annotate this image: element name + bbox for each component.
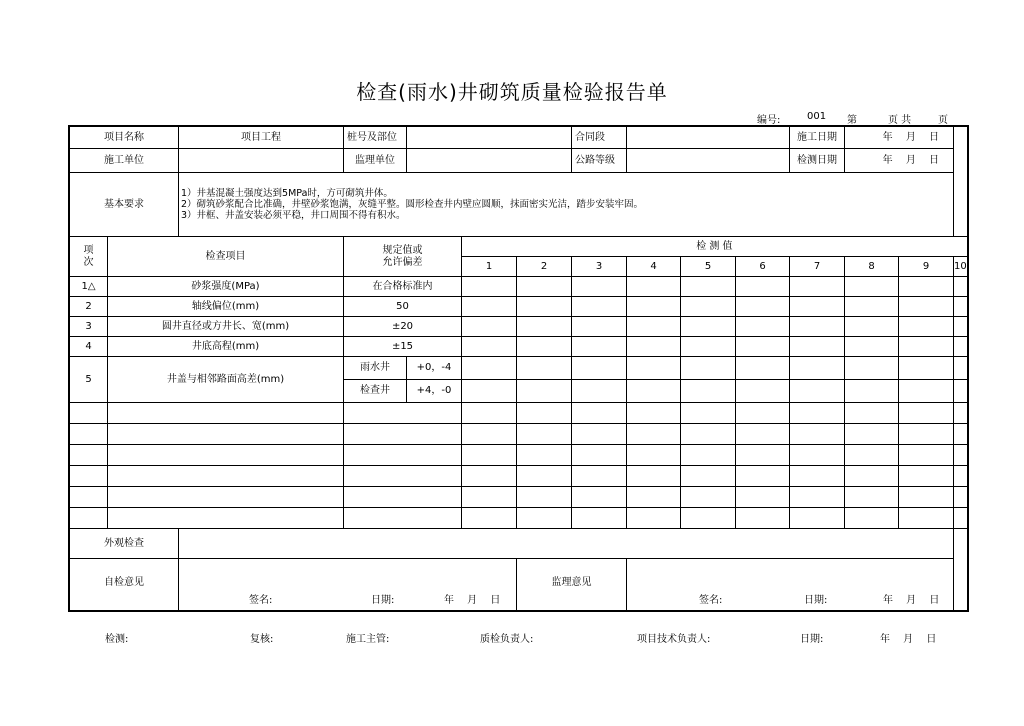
value-cell[interactable]: [736, 297, 790, 317]
value-cell[interactable]: [517, 424, 572, 445]
value-cell[interactable]: [736, 424, 790, 445]
value-cell[interactable]: [790, 508, 845, 529]
value-cell[interactable]: [845, 466, 899, 487]
item-name: 井盖与相邻路面高差(mm): [108, 357, 344, 403]
value-cell[interactable]: [790, 277, 845, 297]
value-cell[interactable]: [572, 380, 627, 403]
value-cell[interactable]: [627, 317, 681, 337]
value-cell[interactable]: [954, 357, 968, 380]
contract-value[interactable]: [627, 127, 790, 149]
value-cell[interactable]: [845, 445, 899, 466]
value-cell[interactable]: [845, 357, 899, 380]
value-cell[interactable]: [572, 317, 627, 337]
footer-date-ymd: 年 月 日: [880, 634, 937, 645]
supervision-unit-label: 监理单位: [344, 149, 407, 173]
value-cell[interactable]: [462, 403, 517, 424]
page-label-3: 页: [938, 115, 948, 126]
value-cell[interactable]: [627, 424, 681, 445]
value-cell[interactable]: [681, 445, 736, 466]
value-cell[interactable]: [899, 403, 954, 424]
self-check-label: [70, 559, 179, 611]
measure-col-10: 10: [954, 257, 968, 277]
table-row: [70, 317, 968, 337]
value-cell[interactable]: [517, 508, 572, 529]
value-cell[interactable]: [736, 277, 790, 297]
value-cell[interactable]: [790, 317, 845, 337]
item-spec: 在合格标准内: [344, 277, 462, 297]
value-cell[interactable]: [572, 508, 627, 529]
value-cell[interactable]: [790, 357, 845, 380]
value-cell[interactable]: [627, 403, 681, 424]
empty-cell[interactable]: [108, 466, 344, 487]
measure-col-5: 5: [681, 257, 736, 277]
supervision-sign-label: 签名:: [699, 595, 723, 606]
measure-col-4: 4: [627, 257, 681, 277]
value-cell[interactable]: [899, 487, 954, 508]
value-cell[interactable]: [627, 297, 681, 317]
empty-cell[interactable]: [70, 466, 108, 487]
doc-number-label: 编号:: [757, 115, 781, 126]
value-cell[interactable]: [572, 357, 627, 380]
value-cell[interactable]: [899, 357, 954, 380]
measure-col-1: 1: [462, 257, 517, 277]
value-cell[interactable]: [572, 424, 627, 445]
empty-row: [70, 487, 968, 508]
value-cell[interactable]: [845, 317, 899, 337]
value-cell[interactable]: [845, 508, 899, 529]
value-cell[interactable]: [517, 357, 572, 380]
footer-site-manager: 施工主管:: [346, 634, 390, 645]
appearance-value[interactable]: [179, 529, 954, 559]
page-title: 检查(雨水)井砌筑质量检验报告单: [356, 80, 668, 104]
empty-row: [70, 445, 968, 466]
value-cell[interactable]: [517, 445, 572, 466]
value-cell[interactable]: [954, 424, 968, 445]
supervision-opinion-label: [517, 559, 627, 611]
value-cell[interactable]: [736, 380, 790, 403]
value-cell[interactable]: [462, 297, 517, 317]
value-cell[interactable]: [899, 297, 954, 317]
value-cell[interactable]: [736, 466, 790, 487]
value-cell[interactable]: [681, 487, 736, 508]
item-name: 圆井直径或方井长、宽(mm): [108, 317, 344, 337]
road-grade-value[interactable]: [627, 149, 790, 173]
item-spec: ±20: [344, 317, 462, 337]
item-subtype: 雨水井: [344, 357, 407, 380]
value-cell[interactable]: [736, 508, 790, 529]
empty-cell[interactable]: [344, 508, 462, 529]
item-no: 3: [70, 317, 108, 337]
item-spec: +0，-4: [407, 357, 462, 380]
footer-tech-lead: 项目技术负责人:: [637, 634, 711, 645]
value-cell[interactable]: [681, 380, 736, 403]
value-cell[interactable]: [627, 487, 681, 508]
value-cell[interactable]: [790, 424, 845, 445]
value-cell[interactable]: [954, 337, 968, 357]
supervision-date-label: 日期:: [804, 595, 828, 606]
empty-cell[interactable]: [108, 403, 344, 424]
empty-cell[interactable]: [70, 424, 108, 445]
appearance-label: 外观检查: [70, 529, 179, 559]
value-cell[interactable]: [954, 297, 968, 317]
value-cell[interactable]: [736, 337, 790, 357]
item-spec: ±15: [344, 337, 462, 357]
footer-date-label: 日期:: [800, 634, 824, 645]
construction-unit-label: 施工单位: [70, 149, 179, 173]
value-cell[interactable]: [572, 277, 627, 297]
inspection-date-label: 检测日期: [790, 149, 845, 173]
empty-cell[interactable]: [344, 445, 462, 466]
road-grade-label: 公路等级: [572, 149, 627, 173]
empty-row: [70, 403, 968, 424]
empty-cell[interactable]: [108, 508, 344, 529]
station-value[interactable]: [407, 127, 572, 149]
requirement-line: 3）井框、井盖安装必须平稳，井口周围不得有积水。: [181, 210, 406, 221]
value-cell[interactable]: [681, 403, 736, 424]
empty-cell[interactable]: [344, 487, 462, 508]
empty-cell[interactable]: [108, 445, 344, 466]
value-cell[interactable]: [736, 403, 790, 424]
item-no-header: 项 次: [70, 237, 108, 277]
value-cell[interactable]: [462, 357, 517, 380]
value-cell[interactable]: [899, 277, 954, 297]
measured-values-header: 检 测 值: [462, 237, 968, 257]
value-cell[interactable]: [954, 508, 968, 529]
empty-cell[interactable]: [344, 403, 462, 424]
item-name: 井底高程(mm): [108, 337, 344, 357]
self-check-opinion[interactable]: [179, 559, 517, 611]
value-cell[interactable]: [462, 466, 517, 487]
inspection-form-table: [69, 126, 968, 611]
measure-col-6: 6: [736, 257, 790, 277]
value-cell[interactable]: [681, 466, 736, 487]
value-cell[interactable]: [462, 424, 517, 445]
value-cell[interactable]: [899, 508, 954, 529]
value-cell[interactable]: [627, 466, 681, 487]
value-cell[interactable]: [954, 317, 968, 337]
page-label-1: 第: [847, 115, 857, 126]
value-cell[interactable]: [790, 466, 845, 487]
value-cell[interactable]: [681, 277, 736, 297]
value-cell[interactable]: [572, 337, 627, 357]
item-spec: 50: [344, 297, 462, 317]
table-row: [70, 297, 968, 317]
value-cell[interactable]: [954, 487, 968, 508]
allowed-deviation-header: 规定值或 允许偏差: [344, 237, 462, 277]
measure-col-7: 7: [790, 257, 845, 277]
measure-col-9: 9: [899, 257, 954, 277]
value-cell[interactable]: [517, 403, 572, 424]
value-cell[interactable]: [681, 297, 736, 317]
station-label: 桩号及部位: [344, 127, 407, 149]
value-cell[interactable]: [572, 487, 627, 508]
basic-requirements-label: 基本要求: [70, 173, 179, 237]
value-cell[interactable]: [954, 403, 968, 424]
value-cell[interactable]: [517, 297, 572, 317]
value-cell[interactable]: [845, 337, 899, 357]
value-cell[interactable]: [627, 508, 681, 529]
basic-requirements-text: [179, 173, 954, 237]
self-check-sign-label: 签名:: [249, 595, 273, 606]
value-cell[interactable]: [627, 357, 681, 380]
item-name: 砂浆强度(MPa): [108, 277, 344, 297]
project-name-label: 项目名称: [70, 127, 179, 149]
value-cell[interactable]: [462, 317, 517, 337]
value-cell[interactable]: [462, 445, 517, 466]
empty-cell[interactable]: [108, 424, 344, 445]
value-cell[interactable]: [572, 403, 627, 424]
item-no: 1△: [70, 277, 108, 297]
value-cell[interactable]: [572, 466, 627, 487]
value-cell[interactable]: [627, 445, 681, 466]
value-cell[interactable]: [462, 508, 517, 529]
construction-date-label: 施工日期: [790, 127, 845, 149]
value-cell[interactable]: [736, 317, 790, 337]
value-cell[interactable]: [681, 317, 736, 337]
value-cell[interactable]: [736, 445, 790, 466]
value-cell[interactable]: [790, 445, 845, 466]
measure-col-3: 3: [572, 257, 627, 277]
doc-number-value: 001: [807, 111, 827, 122]
construction-date-value[interactable]: 年 月 日: [845, 127, 954, 149]
item-no: 4: [70, 337, 108, 357]
value-cell[interactable]: [681, 424, 736, 445]
value-cell[interactable]: [681, 508, 736, 529]
supervision-date-ymd: 年 月 日: [883, 595, 940, 606]
measure-col-2: 2: [517, 257, 572, 277]
empty-cell[interactable]: [108, 487, 344, 508]
empty-cell[interactable]: [70, 508, 108, 529]
empty-cell[interactable]: [70, 487, 108, 508]
value-cell[interactable]: [899, 380, 954, 403]
value-cell[interactable]: [954, 277, 968, 297]
value-cell[interactable]: [681, 337, 736, 357]
supervision-opinion-label-text: 监理意见: [551, 577, 592, 588]
value-cell[interactable]: [517, 277, 572, 297]
value-cell[interactable]: [790, 403, 845, 424]
value-cell[interactable]: [517, 380, 572, 403]
self-check-label-text: 自检意见: [104, 577, 144, 588]
project-name-value[interactable]: 项目工程: [179, 127, 344, 149]
inspection-date-value[interactable]: 年 月 日: [845, 149, 954, 173]
value-cell[interactable]: [954, 466, 968, 487]
value-cell[interactable]: [517, 487, 572, 508]
contract-label: 合同段: [572, 127, 627, 149]
footer-qc-lead: 质检负责人:: [480, 634, 534, 645]
value-cell[interactable]: [517, 317, 572, 337]
item-spec: +4，-0: [407, 380, 462, 403]
empty-cell[interactable]: [70, 445, 108, 466]
item-name: 轴线偏位(mm): [108, 297, 344, 317]
value-cell[interactable]: [736, 357, 790, 380]
item-subtype: 检查井: [344, 380, 407, 403]
requirement-line: 2）砌筑砂浆配合比准确，井壁砂浆饱满，灰缝平整。圆形检查井内壁应圆顺，抹面密实光洁，踏步安装牢固。: [181, 199, 644, 210]
value-cell[interactable]: [627, 380, 681, 403]
empty-cell[interactable]: [344, 466, 462, 487]
value-cell[interactable]: [462, 487, 517, 508]
item-no: 5: [70, 357, 108, 403]
self-check-date-label: 日期:: [371, 595, 395, 606]
value-cell[interactable]: [899, 445, 954, 466]
table-row: [70, 357, 968, 380]
value-cell[interactable]: [954, 380, 968, 403]
construction-unit-value[interactable]: [179, 149, 344, 173]
value-cell[interactable]: [845, 424, 899, 445]
value-cell[interactable]: [681, 357, 736, 380]
value-cell[interactable]: [572, 297, 627, 317]
value-cell[interactable]: [845, 277, 899, 297]
value-cell[interactable]: [517, 466, 572, 487]
empty-cell[interactable]: [70, 403, 108, 424]
value-cell[interactable]: [627, 337, 681, 357]
empty-row: [70, 508, 968, 529]
value-cell[interactable]: [462, 277, 517, 297]
value-cell[interactable]: [572, 445, 627, 466]
value-cell[interactable]: [627, 277, 681, 297]
value-cell[interactable]: [517, 337, 572, 357]
value-cell[interactable]: [845, 487, 899, 508]
supervision-unit-value[interactable]: [407, 149, 572, 173]
measure-col-8: 8: [845, 257, 899, 277]
empty-cell[interactable]: [344, 424, 462, 445]
value-cell[interactable]: [790, 337, 845, 357]
requirement-line: 1）井基混凝土强度达到5MPa时，方可砌筑井体。: [181, 188, 393, 199]
value-cell[interactable]: [790, 487, 845, 508]
empty-row: [70, 466, 968, 487]
value-cell[interactable]: [899, 337, 954, 357]
self-check-date-ymd: 年 月 日: [444, 595, 501, 606]
table-row: [70, 277, 968, 297]
value-cell[interactable]: [845, 403, 899, 424]
value-cell[interactable]: [462, 337, 517, 357]
value-cell[interactable]: [899, 466, 954, 487]
value-cell[interactable]: [462, 380, 517, 403]
value-cell[interactable]: [790, 297, 845, 317]
check-item-header: 检查项目: [108, 237, 344, 277]
value-cell[interactable]: [845, 380, 899, 403]
value-cell[interactable]: [736, 487, 790, 508]
value-cell[interactable]: [845, 297, 899, 317]
footer-tester: 检测:: [105, 634, 129, 645]
empty-row: [70, 424, 968, 445]
item-no: 2: [70, 297, 108, 317]
table-row: [70, 337, 968, 357]
value-cell[interactable]: [954, 445, 968, 466]
value-cell[interactable]: [899, 424, 954, 445]
footer-reviewer: 复核:: [250, 634, 274, 645]
supervision-opinion[interactable]: [627, 559, 954, 611]
value-cell[interactable]: [899, 317, 954, 337]
page-label-2: 页 共: [888, 115, 912, 126]
value-cell[interactable]: [790, 380, 845, 403]
